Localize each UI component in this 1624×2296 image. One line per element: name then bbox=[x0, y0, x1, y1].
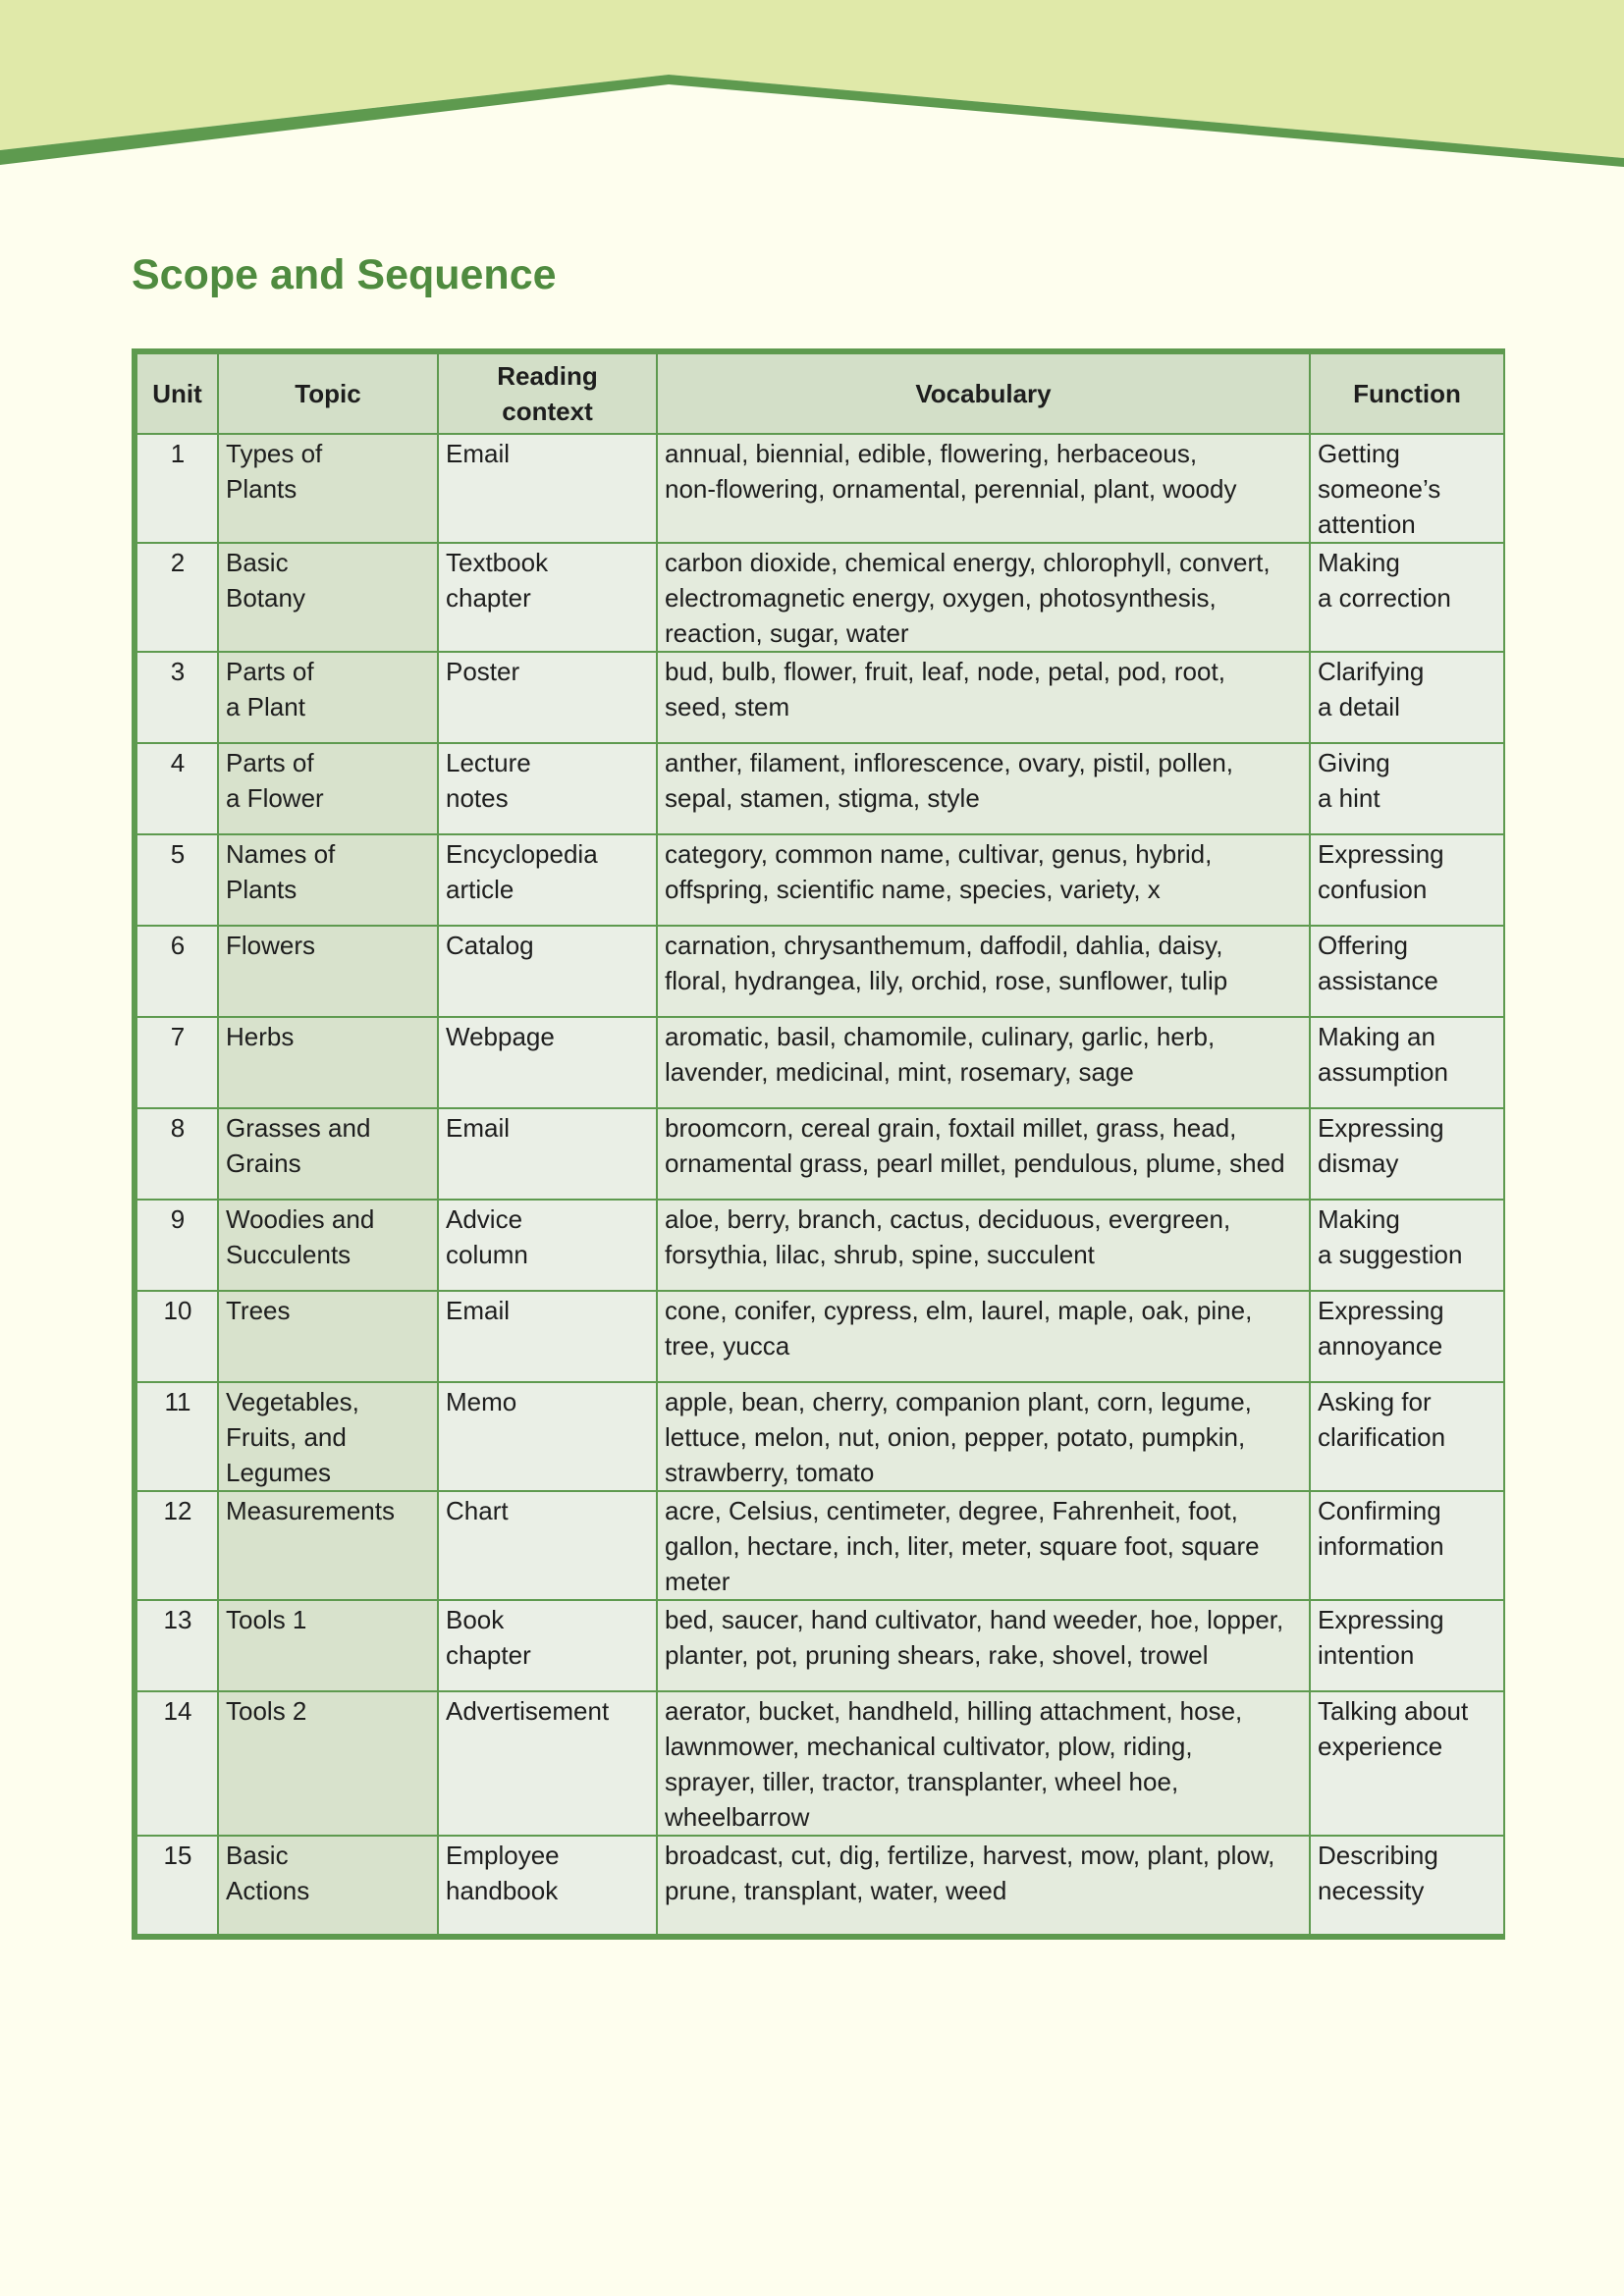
cell-reading-context: Email bbox=[438, 434, 657, 543]
cell-unit: 7 bbox=[136, 1017, 218, 1108]
cell-reading-context: Email bbox=[438, 1108, 657, 1200]
table-row bbox=[136, 1691, 1504, 1836]
header-vocabulary: Vocabulary bbox=[657, 353, 1310, 434]
cell-unit: 15 bbox=[136, 1836, 218, 1935]
header-function: Function bbox=[1310, 353, 1504, 434]
cell-function: Confirming information bbox=[1310, 1491, 1504, 1600]
cell-function: Getting someone’s attention bbox=[1310, 434, 1504, 543]
cell-vocabulary: broomcorn, cereal grain, foxtail millet, grass, head, ornamental grass, pearl millet, pendulous, plume, shed bbox=[657, 1108, 1310, 1200]
cell-function: Expressing annoyance bbox=[1310, 1291, 1504, 1382]
cell-topic: Measurements bbox=[218, 1491, 438, 1600]
header-reading-context: Reading context bbox=[438, 353, 657, 434]
table-row bbox=[136, 652, 1504, 743]
cell-unit: 3 bbox=[136, 652, 218, 743]
cell-reading-context: Poster bbox=[438, 652, 657, 743]
cell-unit: 11 bbox=[136, 1382, 218, 1491]
cell-vocabulary: broadcast, cut, dig, fertilize, harvest, mow, plant, plow, prune, transplant, water, weed bbox=[657, 1836, 1310, 1935]
table-row bbox=[136, 1017, 1504, 1108]
table-row bbox=[136, 1836, 1504, 1935]
cell-function: Expressing intention bbox=[1310, 1600, 1504, 1691]
cell-reading-context: Advertisement bbox=[438, 1691, 657, 1836]
cell-topic: Grasses and Grains bbox=[218, 1108, 438, 1200]
table-row bbox=[136, 543, 1504, 652]
cell-topic: Herbs bbox=[218, 1017, 438, 1108]
cell-vocabulary: acre, Celsius, centimeter, degree, Fahrenheit, foot, gallon, hectare, inch, liter, meter, square foot, square meter bbox=[657, 1491, 1310, 1600]
page-title: Scope and Sequence bbox=[132, 251, 557, 298]
cell-unit: 12 bbox=[136, 1491, 218, 1600]
cell-unit: 10 bbox=[136, 1291, 218, 1382]
cell-topic: Parts of a Plant bbox=[218, 652, 438, 743]
cell-topic: Trees bbox=[218, 1291, 438, 1382]
cell-unit: 9 bbox=[136, 1200, 218, 1291]
table-row bbox=[136, 1291, 1504, 1382]
cell-vocabulary: apple, bean, cherry, companion plant, corn, legume, lettuce, melon, nut, onion, pepper, potato, pumpkin, strawberry, tomato bbox=[657, 1382, 1310, 1491]
table-row bbox=[136, 434, 1504, 543]
cell-vocabulary: aloe, berry, branch, cactus, deciduous, evergreen, forsythia, lilac, shrub, spine, succulent bbox=[657, 1200, 1310, 1291]
cell-function: Asking for clarification bbox=[1310, 1382, 1504, 1491]
cell-function: Talking about experience bbox=[1310, 1691, 1504, 1836]
table-body bbox=[136, 434, 1504, 1935]
cell-vocabulary: carnation, chrysanthemum, daffodil, dahlia, daisy, floral, hydrangea, lily, orchid, rose, sunflower, tulip bbox=[657, 926, 1310, 1017]
cell-topic: Parts of a Flower bbox=[218, 743, 438, 834]
cell-topic: Vegetables, Fruits, and Legumes bbox=[218, 1382, 438, 1491]
cell-reading-context: Catalog bbox=[438, 926, 657, 1017]
cell-vocabulary: category, common name, cultivar, genus, hybrid, offspring, scientific name, species, variety, x bbox=[657, 834, 1310, 926]
table-row bbox=[136, 1491, 1504, 1600]
cell-unit: 14 bbox=[136, 1691, 218, 1836]
cell-reading-context: Textbook chapter bbox=[438, 543, 657, 652]
cell-reading-context: Book chapter bbox=[438, 1600, 657, 1691]
cell-unit: 6 bbox=[136, 926, 218, 1017]
cell-reading-context: Webpage bbox=[438, 1017, 657, 1108]
cell-reading-context: Employee handbook bbox=[438, 1836, 657, 1935]
cell-topic: Basic Botany bbox=[218, 543, 438, 652]
cell-reading-context: Email bbox=[438, 1291, 657, 1382]
cell-function: Describing necessity bbox=[1310, 1836, 1504, 1935]
table-row bbox=[136, 834, 1504, 926]
cell-unit: 2 bbox=[136, 543, 218, 652]
cell-reading-context: Encyclopedia article bbox=[438, 834, 657, 926]
cell-vocabulary: bud, bulb, flower, fruit, leaf, node, petal, pod, root, seed, stem bbox=[657, 652, 1310, 743]
cell-topic: Types of Plants bbox=[218, 434, 438, 543]
cell-unit: 5 bbox=[136, 834, 218, 926]
cell-vocabulary: anther, filament, inflorescence, ovary, pistil, pollen, sepal, stamen, stigma, style bbox=[657, 743, 1310, 834]
table-row bbox=[136, 1600, 1504, 1691]
cell-reading-context: Chart bbox=[438, 1491, 657, 1600]
table bbox=[135, 352, 1505, 1936]
cell-vocabulary: cone, conifer, cypress, elm, laurel, maple, oak, pine, tree, yucca bbox=[657, 1291, 1310, 1382]
cell-vocabulary: aerator, bucket, handheld, hilling attachment, hose, lawnmower, mechanical cultivator, plow, riding, sprayer, tiller, tractor, transplanter, wheel hoe, wheelbarrow bbox=[657, 1691, 1310, 1836]
cell-topic: Tools 1 bbox=[218, 1600, 438, 1691]
cell-topic: Woodies and Succulents bbox=[218, 1200, 438, 1291]
cell-vocabulary: annual, biennial, edible, flowering, herbaceous, non-flowering, ornamental, perennial, plant, woody bbox=[657, 434, 1310, 543]
header-unit: Unit bbox=[136, 353, 218, 434]
cell-unit: 4 bbox=[136, 743, 218, 834]
cell-function: Offering assistance bbox=[1310, 926, 1504, 1017]
cell-function: Expressing dismay bbox=[1310, 1108, 1504, 1200]
cell-function: Giving a hint bbox=[1310, 743, 1504, 834]
cell-reading-context: Advice column bbox=[438, 1200, 657, 1291]
cell-vocabulary: aromatic, basil, chamomile, culinary, garlic, herb, lavender, medicinal, mint, rosemary, sage bbox=[657, 1017, 1310, 1108]
cell-reading-context: Lecture notes bbox=[438, 743, 657, 834]
cell-reading-context: Memo bbox=[438, 1382, 657, 1491]
cell-topic: Names of Plants bbox=[218, 834, 438, 926]
table-header-row bbox=[136, 353, 1504, 434]
cell-unit: 1 bbox=[136, 434, 218, 543]
cell-function: Making a correction bbox=[1310, 543, 1504, 652]
table-row bbox=[136, 1108, 1504, 1200]
cell-function: Expressing confusion bbox=[1310, 834, 1504, 926]
table-row bbox=[136, 1200, 1504, 1291]
cell-function: Making an assumption bbox=[1310, 1017, 1504, 1108]
header-banner bbox=[0, 0, 1624, 177]
table-row bbox=[136, 743, 1504, 834]
cell-vocabulary: carbon dioxide, chemical energy, chlorophyll, convert, electromagnetic energy, oxygen, photosynthesis, reaction, sugar, water bbox=[657, 543, 1310, 652]
cell-function: Clarifying a detail bbox=[1310, 652, 1504, 743]
cell-unit: 13 bbox=[136, 1600, 218, 1691]
cell-topic: Flowers bbox=[218, 926, 438, 1017]
cell-unit: 8 bbox=[136, 1108, 218, 1200]
scope-sequence-table bbox=[132, 348, 1505, 1940]
cell-function: Making a suggestion bbox=[1310, 1200, 1504, 1291]
cell-topic: Tools 2 bbox=[218, 1691, 438, 1836]
header-topic: Topic bbox=[218, 353, 438, 434]
cell-topic: Basic Actions bbox=[218, 1836, 438, 1935]
cell-vocabulary: bed, saucer, hand cultivator, hand weeder, hoe, lopper, planter, pot, pruning shears, rake, shovel, trowel bbox=[657, 1600, 1310, 1691]
table-row bbox=[136, 926, 1504, 1017]
table-row bbox=[136, 1382, 1504, 1491]
